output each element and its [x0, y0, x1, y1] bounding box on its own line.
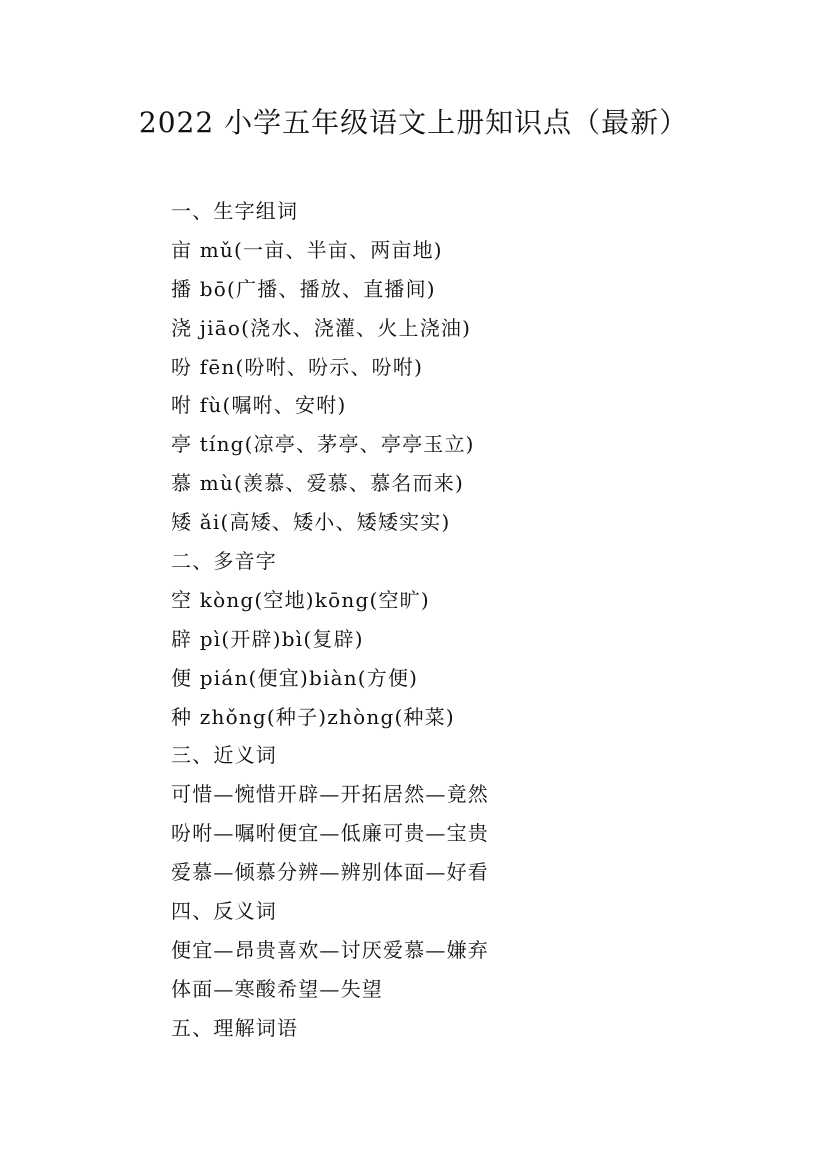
section-heading: 二、多音字: [171, 549, 277, 574]
document-title: 2022 小学五年级语文上册知识点（最新）: [138, 106, 689, 139]
section-heading: 三、近义词: [171, 743, 277, 768]
text-line: 亭 tíng(凉亭、茅亭、亭亭玉立): [171, 432, 475, 457]
text-line: 便 pián(便宜)biàn(方便): [171, 665, 419, 690]
text-line: 亩 mǔ(一亩、半亩、两亩地): [171, 237, 443, 262]
document-body: [171, 192, 791, 1048]
text-line: 便宜—昂贵喜欢—讨厌爱慕—嫌弃: [171, 937, 489, 962]
text-line: 种 zhǒng(种子)zhòng(种菜): [171, 704, 455, 729]
section-heading: 四、反义词: [171, 899, 277, 924]
text-line: 空 kòng(空地)kōng(空旷): [171, 587, 430, 612]
text-line: 咐 fù(嘱咐、安咐): [171, 393, 347, 418]
section-heading: 五、理解词语: [171, 1015, 299, 1040]
text-line: 辟 pì(开辟)bì(复辟): [171, 626, 364, 651]
text-line: 慕 mù(羡慕、爱慕、慕名而来): [171, 471, 465, 496]
text-line: 体面—寒酸希望—失望: [171, 976, 383, 1001]
text-line: 播 bō(广播、播放、直播间): [171, 276, 436, 301]
text-line: 吩咐—嘱咐便宜—低廉可贵—宝贵: [171, 821, 489, 846]
text-line: 爱慕—倾慕分辨—辨别体面—好看: [171, 860, 489, 885]
text-line: 浇 jiāo(浇水、浇灌、火上浇油): [171, 315, 472, 340]
section-heading: 一、生字组词: [171, 199, 299, 223]
text-line: 矮 ǎi(高矮、矮小、矮矮实实): [171, 510, 451, 535]
text-line: 吩 fēn(吩咐、吩示、吩咐): [171, 354, 424, 379]
text-line: 可惜—惋惜开辟—开拓居然—竟然: [171, 782, 489, 807]
